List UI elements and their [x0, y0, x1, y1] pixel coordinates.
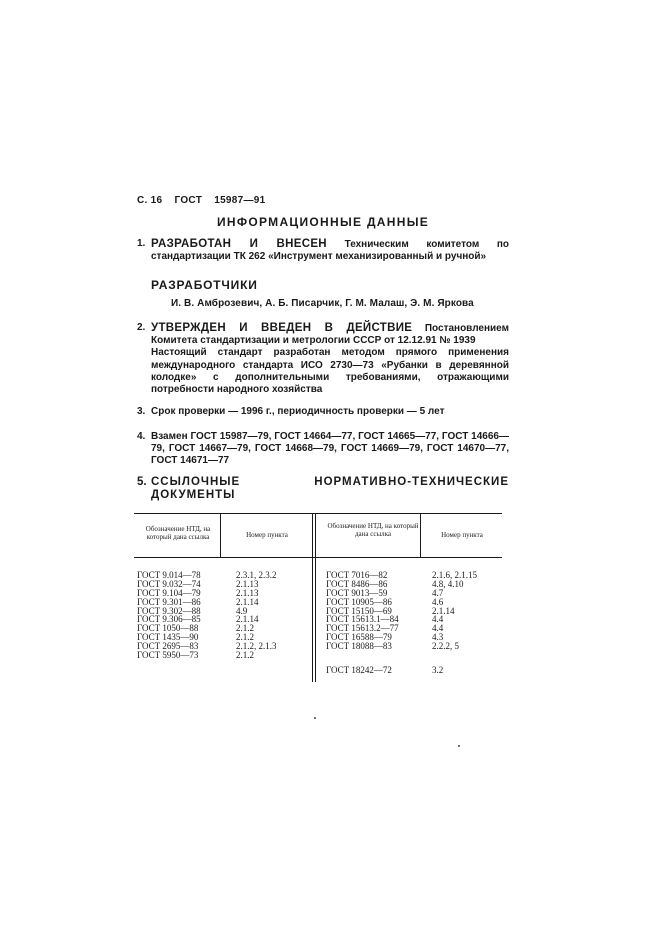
table-cell: ГОСТ 1050—88	[137, 623, 199, 634]
section-number: 4.	[137, 431, 146, 442]
table-cell: ГОСТ 9.104—79	[137, 587, 201, 598]
table-cell: ГОСТ 9.014—78	[137, 570, 201, 580]
right-doc-column	[326, 571, 399, 651]
table-cell: 4.4	[432, 614, 444, 625]
section-references	[137, 476, 509, 502]
table-cell: ГОСТ 15613.2—77	[326, 623, 399, 634]
table-cell: 2.1.2	[236, 623, 254, 634]
section-number: 5.	[137, 476, 147, 488]
right-item-column	[432, 571, 477, 651]
table-cell: ГОСТ 15150—69	[326, 605, 392, 616]
center-double-divider	[312, 513, 313, 682]
table-cell: 2.1.14	[236, 596, 259, 607]
section-text: Техническим комитетом по стандартизации ТК 262 «Инструмент механизированный и ручной»	[151, 239, 510, 263]
section-number: 2.	[137, 322, 146, 333]
reference-table	[134, 513, 502, 687]
column-divider	[220, 513, 221, 557]
left-item-column	[236, 571, 277, 660]
table-cell: 4.6	[432, 596, 444, 607]
table-cell: ГОСТ 5950—73	[137, 650, 199, 661]
column-divider	[420, 513, 421, 557]
document-title: ИНФОРМАЦИОННЫЕ ДАННЫЕ	[216, 215, 430, 229]
header-item-right: Номер пункта	[441, 531, 483, 539]
developers-names: И. В. Амброзевич, А. Б. Писарчик, Г. М. Малаш, Э. М. Яркова	[171, 298, 474, 309]
table-cell: 2.2.2, 5	[432, 641, 459, 652]
section-lead: УТВЕРЖДЕН И ВВЕДЕН В ДЕЙСТВИЕ	[151, 322, 413, 334]
table-cell: 2.3.1, 2.3.2	[236, 570, 277, 580]
section-text: Постановлением Комитета стандартизации и метрологии СССР от 12.12.91 № 1939	[151, 323, 509, 347]
section-text: Срок проверки — 1996 г., периодичность проверки — 5 лет	[151, 406, 445, 417]
table-cell: 2.1.13	[236, 587, 259, 598]
table-cell: 4.3	[432, 632, 444, 643]
left-doc-column	[137, 571, 201, 660]
print-speck	[314, 717, 316, 719]
section-number: 1.	[137, 238, 146, 249]
table-cell: 2.1.13	[236, 578, 259, 589]
table-cell: ГОСТ 9.032—74	[137, 578, 201, 589]
table-cell: ГОСТ 18242—72	[326, 665, 392, 675]
table-cell: 2.1.14	[432, 605, 455, 616]
table-cell: ГОСТ 15613.1—84	[326, 614, 399, 625]
header-standard: ГОСТ	[174, 195, 203, 206]
table-cell: ГОСТ 10905—86	[326, 596, 392, 607]
section-text: Взамен ГОСТ 15987—79, ГОСТ 14664—77, ГОСТ 14665—77, ГОСТ 14666—79, ГОСТ 14667—79, ГОСТ 14668—79, ГОСТ 14669—79, ГОСТ 14670—77, ГОСТ 14671—77	[151, 431, 509, 467]
header-doc-left: Обозначение НТД, на который дана ссылка	[145, 525, 211, 541]
table-cell: 4.9	[236, 605, 248, 616]
page-number: С. 16	[137, 195, 163, 206]
table-cell: 2.1.2, 2.1.3	[236, 641, 277, 652]
table-cell: 4.8, 4.10	[432, 578, 464, 589]
table-cell: 4.4	[432, 623, 444, 634]
table-cell: ГОСТ 8486—86	[326, 578, 388, 589]
developers-heading: РАЗРАБОТЧИКИ	[151, 278, 258, 292]
table-header-rule	[134, 557, 502, 558]
header-item-left: Номер пункта	[246, 531, 288, 539]
table-cell: 2.1.2	[236, 632, 254, 643]
table-top-rule	[134, 513, 502, 514]
section-number: 3.	[137, 406, 146, 417]
table-cell: 2.1.2	[236, 650, 254, 661]
table-cell: ГОСТ 9.306—85	[137, 614, 201, 625]
table-cell: 2.1.14	[236, 614, 259, 625]
section-review	[137, 406, 509, 418]
print-speck	[458, 745, 460, 747]
section-approved	[137, 322, 509, 396]
header-doc-right: Обозначение НТД, на который дана ссылка	[327, 522, 419, 538]
table-cell: ГОСТ 18088—83	[326, 641, 392, 652]
table-cell: ГОСТ 1435—90	[137, 632, 199, 643]
section-replaces	[137, 431, 509, 468]
table-cell: ГОСТ 2695—83	[137, 641, 199, 652]
section-developed	[137, 238, 509, 263]
section-lead: РАЗРАБОТАН И ВНЕСЕН	[151, 238, 327, 250]
table-cell: 4.7	[432, 587, 444, 598]
table-cell: ГОСТ 7016—82	[326, 570, 388, 580]
section-note: Настоящий стандарт разработан методом прямого применения международного стандарта ИСО 2730—73 «Рубанки в деревянной колодке» с дополнительными требованиями, отражающими потребности народного хозяйства	[151, 347, 509, 396]
table-cell: ГОСТ 9.301—86	[137, 596, 201, 607]
section-heading: ССЫЛОЧНЫЕ НОРМАТИВНО-ТЕХНИЧЕСКИЕ ДОКУМЕНТЫ	[151, 476, 509, 501]
table-cell: 3.2	[432, 665, 444, 675]
table-cell: ГОСТ 16588—79	[326, 632, 392, 643]
page-header	[137, 195, 275, 206]
header-standard-number: 15987—91	[214, 195, 266, 206]
table-cell: ГОСТ 9013—59	[326, 587, 388, 598]
table-cell: ГОСТ 9.302—88	[137, 605, 201, 616]
table-cell: 2.1.6, 2.1.15	[432, 570, 477, 580]
center-double-divider	[315, 513, 316, 682]
